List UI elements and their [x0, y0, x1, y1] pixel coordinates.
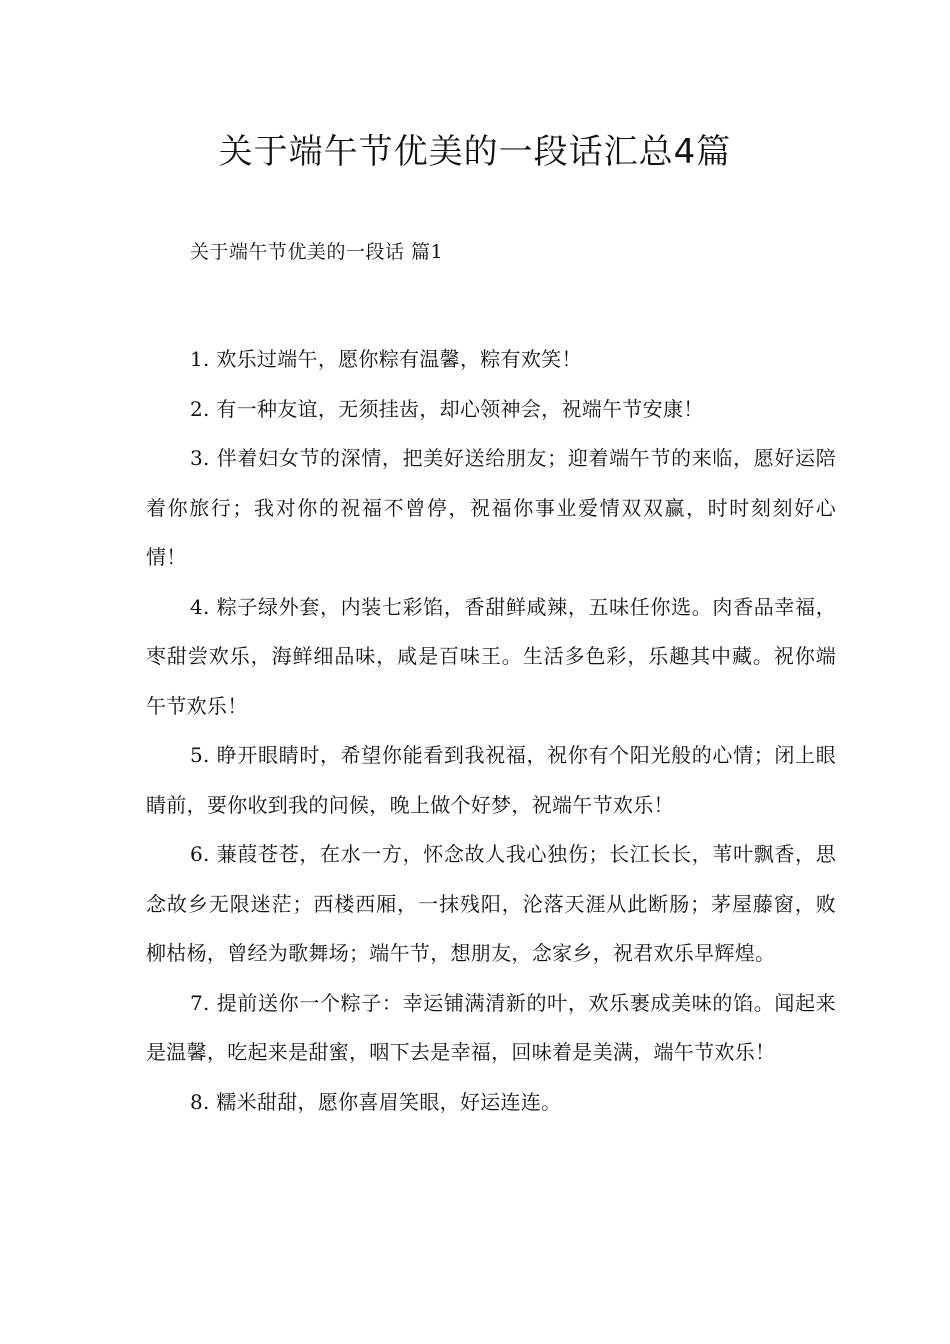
list-item: 5. 睁开眼睛时，希望你能看到我祝福，祝你有个阳光般的心情；闭上眼睛前，要你收到我的问候，晚上做个好梦，祝端午节欢乐！	[146, 743, 836, 817]
list-item: 6. 蒹葭苍苍，在水一方，怀念故人我心独伤；长江长长，苇叶飘香，思念故乡无限迷茫；西楼西厢，一抹残阳，沦落天涯从此断肠；茅屋藤窗，败柳枯杨，曾经为歌舞场；端午节，想朋友，念家乡，祝君欢乐早辉煌。	[146, 842, 836, 965]
list-item: 4. 粽子绿外套，内装七彩馅，香甜鲜咸辣，五味任你选。肉香品幸福，枣甜尝欢乐，海鲜细品味，咸是百味王。生活多色彩，乐趣其中藏。祝你端午节欢乐！	[146, 594, 836, 718]
list-item: 2. 有一种友谊，无须挂齿，却心领神会，祝端午节安康！	[190, 396, 704, 421]
list-item: 1. 欢乐过端午，愿你粽有温馨，粽有欢笑！	[190, 347, 582, 371]
document-body	[146, 335, 836, 1127]
list-item: 3. 伴着妇女节的深情，把美好送给朋友；迎着端午节的来临，愿好运陪着你旅行；我对你的祝福不曾停，祝福你事业爱情双双赢，时时刻刻好心情！	[146, 446, 836, 569]
list-item: 8. 糯米甜甜，愿你喜眉笑眼，好运连连。	[190, 1089, 562, 1114]
list-item: 7. 提前送你一个粽子：幸运铺满清新的叶，欢乐裹成美味的馅。闻起来是温馨，吃起来是甜蜜，咽下去是幸福，回味着是美满，端午节欢乐！	[146, 990, 836, 1064]
document-title: 关于端午节优美的一段话汇总4篇	[218, 132, 732, 172]
section-heading: 关于端午节优美的一段话 篇1	[190, 241, 444, 263]
